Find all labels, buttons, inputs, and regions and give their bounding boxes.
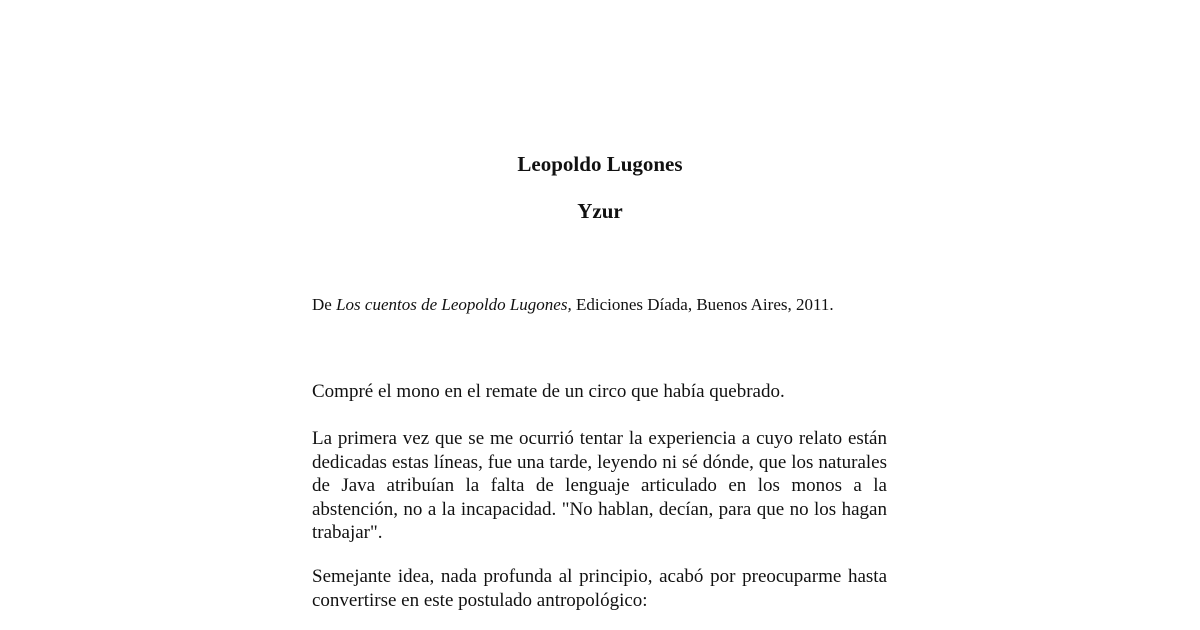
source-publisher: Ediciones Díada, Buenos Aires, 2011. — [571, 295, 834, 314]
paragraph-1: Compré el mono en el remate de un circo que había quebrado. — [312, 381, 785, 402]
paragraph-2: La primera vez que se me ocurrió tentar la experiencia a cuyo relato están dedicadas estas líneas, fue una tarde, leyendo ni sé dónde, que los naturales de Java atribuían la falta de lenguaje articulado en los monos a la abstención, no a la incapacidad. "No hablan, decían, para que no los hagan trabajar". — [312, 428, 887, 543]
source-book-title: Los cuentos de Leopoldo Lugones, — [336, 295, 572, 314]
paragraph-3: Semejante idea, nada profunda al principio, acabó por preocuparme hasta convertirse en este postulado antropológico: — [312, 566, 887, 611]
source-prefix: De — [312, 295, 337, 314]
document-author: Leopoldo Lugones — [517, 152, 683, 176]
document-title: Yzur — [577, 199, 623, 223]
source-citation — [312, 293, 912, 317]
